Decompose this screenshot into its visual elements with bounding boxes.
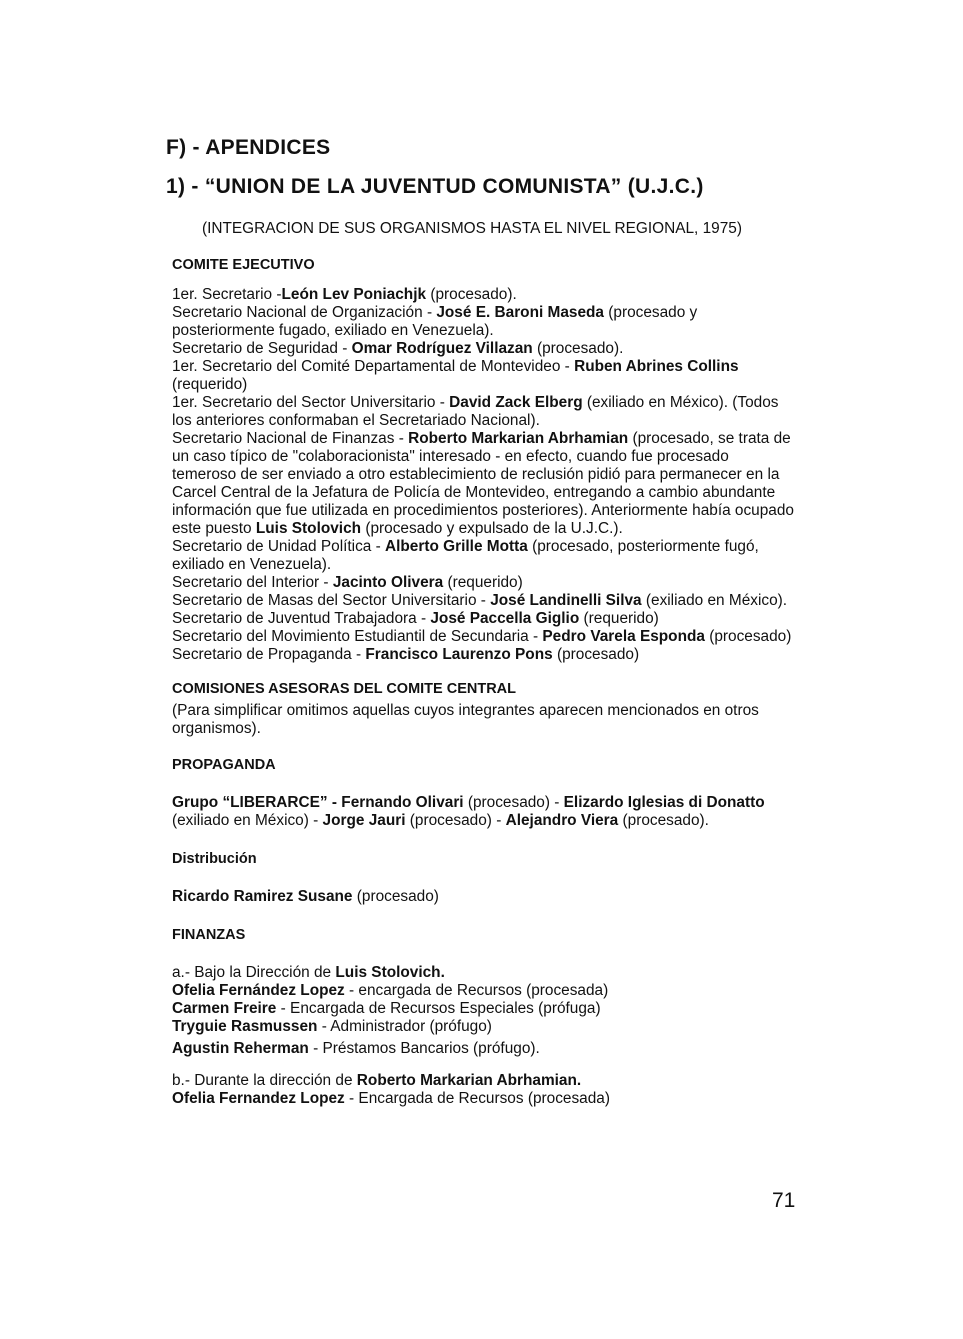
person-name: Ofelia Fernandez Lopez (172, 1090, 345, 1107)
paragraph (172, 1018, 794, 1036)
person-name: Ruben Abrines Collins (574, 358, 739, 375)
person-name: Luis Stolovich. (335, 964, 445, 981)
paragraph-text: (requerido) (443, 574, 523, 591)
person-name: Omar Rodríguez Villazan (351, 340, 533, 357)
paragraph-text: (exiliado en México). (641, 592, 788, 609)
person-name: Alejandro Viera (505, 812, 619, 829)
person-name: Alberto Grille Motta (385, 538, 528, 555)
paragraph (172, 610, 794, 628)
paragraph-text: 1er. Secretario del Sector Universitario - (172, 394, 450, 411)
sections-container (172, 256, 794, 1108)
person-name: Ofelia Fernández Lopez (172, 982, 345, 999)
person-name: Tryguie Rasmussen (172, 1018, 318, 1035)
paragraph-text: (procesado). (426, 286, 517, 303)
paragraph-text: a.- Bajo la Dirección de (172, 964, 336, 981)
paragraph-text: (procesado). (532, 340, 624, 357)
paragraph-text: Secretario de Juventud Trabajadora - (172, 610, 431, 627)
paragraph-text: - Encargada de Recursos Especiales (prófuga) (276, 1000, 601, 1017)
paragraph-text: Secretario del Interior - (172, 574, 333, 591)
person-name: Agustin Reherman (172, 1040, 309, 1057)
paragraph-text: Secretario del Movimiento Estudiantil de Secundaria - (172, 628, 543, 645)
paragraph (172, 1000, 794, 1018)
paragraph-text: (procesado) (704, 628, 792, 645)
paragraph (172, 646, 794, 664)
section-title: Distribución (172, 851, 257, 867)
paragraph-text: (procesado, se trata de un caso típico de "colaboracionista" interesado - en efecto, cuando fue procesado temeroso de ser enviado a otro establecimiento de reclusión pidió para permanecer en la Carcel Central de la Jefatura de Policía de Montevideo, entregando a cambio abundante información que fue utilizada en procedimientos posteriores). Anteriormente había ocupado este puesto (172, 430, 794, 537)
paragraph (172, 304, 794, 340)
paragraph-text: Secretario de Unidad Política - (172, 538, 386, 555)
paragraph-text: (procesado) - (463, 794, 564, 811)
paragraph (172, 1090, 794, 1108)
person-name: Luis Stolovich (255, 520, 362, 537)
paragraph-text: (exiliado en México) - (172, 812, 323, 829)
paragraph-text: (exiliado en México). (Todos los anteriores conformaban el Secretariado Nacional). (172, 394, 779, 429)
paragraph (172, 888, 794, 906)
paragraph-text: - Encargada de Recursos (procesada) (344, 1090, 610, 1107)
paragraph-text: (Para simplificar omitimos aquellas cuyos integrantes aparecen mencionados en otros organismos). (172, 702, 759, 737)
paragraph-text: Secretario de Seguridad - (172, 340, 352, 357)
person-name: Jorge Jauri (322, 812, 406, 829)
paragraph-text: Secretario Nacional de Finanzas - (172, 430, 409, 447)
person-name: David Zack Elberg (449, 394, 583, 411)
paragraph-text: (procesado). (618, 812, 709, 829)
paragraph-text: (procesado y expulsado de la U.J.C.). (361, 520, 623, 537)
paragraph (172, 628, 794, 646)
paragraph-text: - Préstamos Bancarios (prófugo). (308, 1040, 540, 1057)
paragraph-text: (requerido) (172, 376, 248, 393)
page-heading: F) - APENDICES (166, 136, 331, 159)
paragraph-text: (requerido) (579, 610, 659, 627)
paragraph-text: b.- Durante la dirección de (172, 1072, 357, 1089)
person-name: Roberto Markarian Abrhamian (408, 430, 629, 447)
person-name: José E. Baroni Maseda (436, 304, 604, 321)
paragraph (172, 1040, 794, 1058)
paragraph (172, 702, 794, 738)
paragraph-text: Secretario de Propaganda - (172, 646, 366, 663)
section-title: COMITE EJECUTIVO (172, 257, 315, 273)
person-name: Carmen Freire (172, 1000, 277, 1017)
paragraph (172, 574, 794, 592)
paragraph-text: Secretario Nacional de Organización - (172, 304, 437, 321)
person-name: Elizardo Iglesias di Donatto (563, 794, 765, 811)
paragraph-text: (procesado, posteriormente fugó, exiliado en Venezuela). (172, 538, 759, 573)
paragraph-text: - encargada de Recursos (procesada) (344, 982, 609, 999)
paragraph-text: 1er. Secretario del Comité Departamental de Montevideo - (172, 358, 575, 375)
paragraph-text: 1er. Secretario - (172, 286, 282, 303)
paragraph (172, 592, 794, 610)
paragraph (172, 340, 794, 358)
person-name: Ricardo Ramirez Susane (172, 888, 353, 905)
person-name: José Paccella Giglio (430, 610, 580, 627)
person-name: León Lev Poniachjk (281, 286, 427, 303)
page-number: 71 (772, 1189, 796, 1212)
paragraph (172, 794, 794, 830)
person-name: Pedro Varela Esponda (542, 628, 705, 645)
person-name: Jacinto Olivera (332, 574, 444, 591)
paragraph-text: Secretario de Masas del Sector Universitario - (172, 592, 491, 609)
section-title: COMISIONES ASESORAS DEL COMITE CENTRAL (172, 681, 516, 697)
paragraph-text: (procesado) (352, 888, 439, 905)
paragraph (172, 394, 794, 430)
section-title: PROPAGANDA (172, 757, 276, 773)
paragraph (172, 1072, 794, 1090)
person-name: Roberto Markarian Abrhamian. (356, 1072, 582, 1089)
paragraph-text: (procesado y posteriormente fugado, exiliado en Venezuela). (172, 304, 698, 339)
person-name: Grupo “LIBERARCE” - Fernando Olivari (172, 794, 464, 811)
paragraph (172, 964, 794, 982)
paragraph (172, 286, 794, 304)
person-name: José Landinelli Silva (490, 592, 642, 609)
paragraph (172, 538, 794, 574)
document-body (172, 220, 794, 1108)
document-subtitle: (INTEGRACION DE SUS ORGANISMOS HASTA EL NIVEL REGIONAL, 1975) (202, 220, 742, 237)
section-title: FINANZAS (172, 927, 246, 943)
paragraph-text: (procesado) - (405, 812, 506, 829)
paragraph (172, 982, 794, 1000)
paragraph-text: (procesado) (552, 646, 640, 663)
paragraph (172, 430, 794, 538)
paragraph-text: - Administrador (prófugo) (317, 1018, 492, 1035)
paragraph (172, 358, 794, 394)
section-heading: 1) - “UNION DE LA JUVENTUD COMUNISTA” (U.J.C.) (166, 175, 704, 198)
person-name: Francisco Laurenzo Pons (365, 646, 553, 663)
